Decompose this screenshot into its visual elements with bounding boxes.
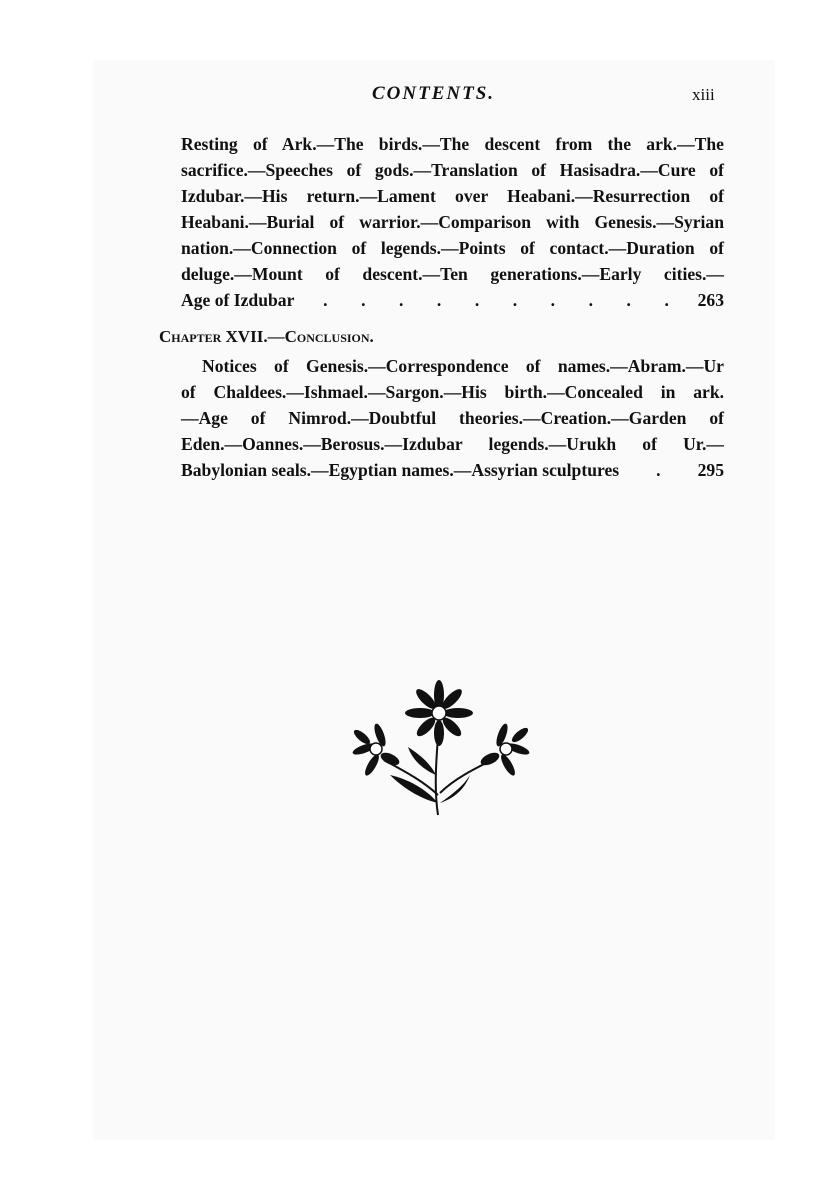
entry-line: Notices of Genesis.—Correspondence of names.—Abram.—Ur xyxy=(202,356,724,376)
page-number: xiii xyxy=(692,85,715,104)
entry-line: —Age of Nimrod.—Doubtful theories.—Creation.—Garden of xyxy=(181,408,724,428)
entry-line: Heabani.—Burial of warrior.—Comparison with Genesis.—Syrian xyxy=(181,212,724,232)
entry-last-line xyxy=(181,287,724,313)
chapter-title: Conclusion. xyxy=(284,327,374,346)
entry-line: deluge.—Mount of descent.—Ten generations.—Early cities.— xyxy=(181,264,724,284)
entry-last-line xyxy=(181,457,724,483)
page-title: CONTENTS. xyxy=(372,83,496,104)
contents-entry-2 xyxy=(181,353,724,483)
chapter-heading xyxy=(159,327,374,347)
entry-page-number: 263 xyxy=(697,290,724,310)
dot-leader: . xyxy=(656,460,661,480)
entry-page-number: 295 xyxy=(697,460,724,480)
entry-line-text: Age of Izdubar xyxy=(181,290,295,310)
entry-line: Resting of Ark.—The birds.—The descent from the ark.—The xyxy=(181,134,724,154)
entry-line: Eden.—Oannes.—Berosus.—Izdubar legends.—Urukh of Ur.— xyxy=(181,434,724,454)
contents-entry-1 xyxy=(181,131,724,313)
entry-line: of Chaldees.—Ishmael.—Sargon.—His birth.—Concealed in ark. xyxy=(181,382,724,402)
dot-leader: . . . . . . . . . . xyxy=(323,290,669,310)
chapter-label: Chapter xyxy=(159,327,222,346)
entry-line-text: Babylonian seals.—Egyptian names.—Assyrian sculptures xyxy=(181,460,620,480)
chapter-dash: — xyxy=(267,327,285,346)
entry-line: nation.—Connection of legends.—Points of contact.—Duration of xyxy=(181,238,724,258)
page-header xyxy=(0,83,840,113)
entry-line: sacrifice.—Speeches of gods.—Translation of Hasisadra.—Cure of xyxy=(181,160,724,180)
entry-line: Izdubar.—His return.—Lament over Heabani.—Resurrection of xyxy=(181,186,724,206)
flower-ornament-icon xyxy=(342,675,537,820)
chapter-number: XVII. xyxy=(225,327,268,346)
